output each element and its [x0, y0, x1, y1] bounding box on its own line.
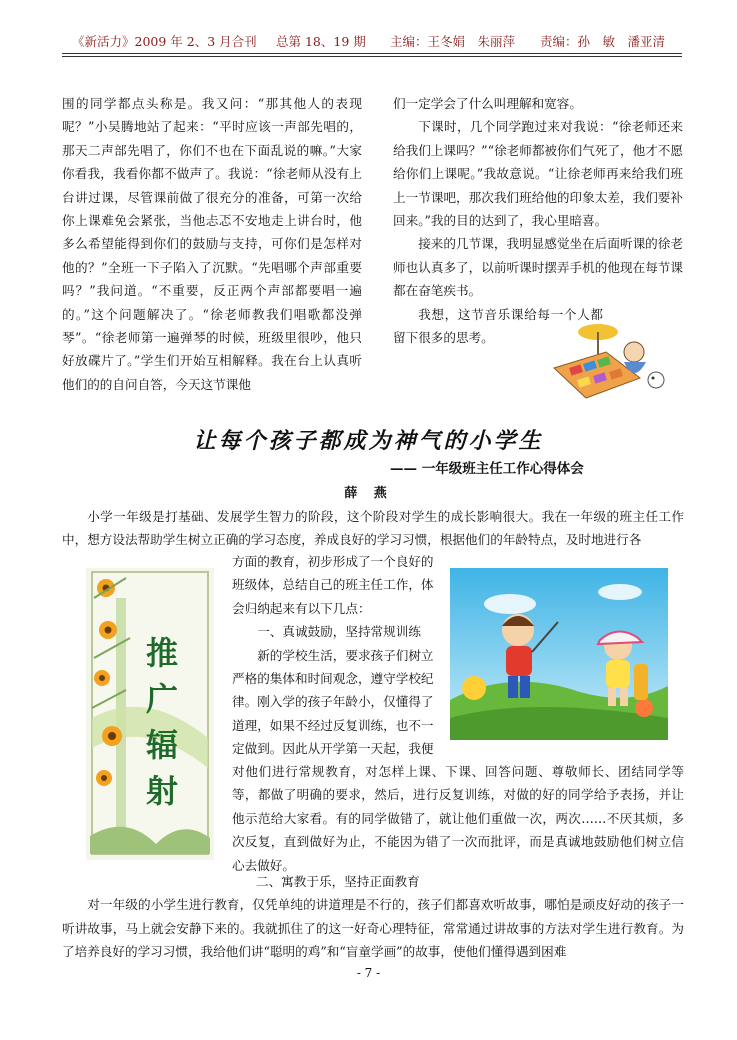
issue-number: 总第 18、19 期	[276, 34, 366, 49]
mid-line: 方面的教育，初步形成了一个良好的	[232, 554, 434, 569]
mid-line: 班级体，总结自己的班主任工作，体	[232, 577, 434, 593]
section2	[62, 870, 684, 964]
duty-editors: 责编：孙 敏 潘亚清	[540, 34, 666, 49]
section1-line: 律。刚入学的孩子年龄小，仅懂得了	[232, 694, 434, 710]
right-paragraph: 接来的几节课，我明显感觉坐在后面听课的徐老师也认真多了，以前听课时摆弄手机的他现在每节课都在奋笔疾书。	[393, 236, 683, 299]
section1-line: 道理，如果不经过反复训练，也不一	[232, 717, 434, 733]
section1-line: 定做到。因此从开学第一天起，我便	[232, 741, 434, 757]
intro-paragraph: 小学一年级是打基础、发展学生智力的阶段，这个阶段对学生的成长影响很大。我在一年级的班主任工作中，想方设法帮助学生树立正确的学习态度，养成良好的学习习惯，根据他们的年龄特点，及时地进行各	[62, 509, 684, 548]
clipart-image	[550, 322, 668, 402]
section1-heading: 一、真诚鼓励，坚持常规训练	[257, 624, 421, 640]
chief-editors: 主编：王冬娟 朱丽萍	[390, 34, 516, 49]
left-paragraph: 围的同学都点头称是。我又问：“那其他人的表现呢？”小吴腾地站了起来：“平时应该一声部先唱的，那天二声部先唱了，你们不也在下面乱说的嘛。”大家你看我，我看你都不做声了。我说：“徐老师从没有上台讲过课，尽管课前做了很充分的准备，可第一次给你上课难免会紧张，当他忐忑不安地走上讲台时，他多么希望能得到你们的鼓励与支持，可你们是怎样对他的？”全班一下子陷入了沉默。“先唱哪个声部重要吗？”我问道。“不重要，反正两个声部都要唱一遍的。”这个问题解决了。“徐老师教我们唱歌都没弹琴”。“徐老师第一遍弹琴的时候，班级里很吵，他只好放碟片了。”学生们开始互相解释。我在台上认真听他们的的自问自答，今天这节课他	[62, 96, 362, 392]
article-title: 让每个孩子都成为神气的小学生	[193, 428, 544, 454]
header-rule-thin	[62, 56, 682, 57]
right-column	[393, 92, 683, 349]
section1-paragraph: 对他们进行常规教育，对怎样上课、下课、回答问题、尊敬师长、团结同学等等，都做了明确的要求，然后，进行反复训练，对做的好的同学给予表扬，并让他示范给大家看。有的同学做错了，就让他们重做一次，两次……不厌其烦，多次反复，直到做好为止，不能因为错了一次而批评，而是真诚地鼓励他们树立信心去做好。	[232, 764, 684, 873]
header-rule	[62, 53, 682, 54]
article-subtitle: —— 一年级班主任工作心得体会	[390, 461, 584, 477]
right-paragraph: 下课时，几个同学跑过来对我说：“徐老师还来给我们上课吗？”“徐老师都被你们气死了，他才不愿给你们上课呢。”我故意说。“让徐老师再来给我们班上一节课吧，那次我们班给他的印象太差，我们要补回来。”我的目的达到了，我心里暗喜。	[393, 119, 683, 229]
right-paragraph: 们一定学会了什么叫理解和宽容。	[393, 96, 582, 111]
page-number: - 7 -	[356, 966, 381, 980]
left-column	[62, 92, 362, 396]
article-intro	[62, 505, 684, 552]
section2-heading: 二、寓教于乐，坚持正面教育	[256, 874, 420, 889]
mid-line: 会归纳起来有以下几点：	[232, 600, 371, 616]
section1-line: 新的学校生活，要求孩子们树立	[257, 647, 434, 663]
section1-continued	[232, 760, 684, 877]
children-illustration	[450, 568, 668, 740]
journal-name: 《新活力》2009 年 2、3 月合刊	[72, 34, 257, 49]
article-mid-text	[232, 550, 444, 761]
banner-image	[86, 568, 214, 860]
article-author: 薛 燕	[344, 486, 393, 501]
section2-paragraph: 对一年级的小学生进行教育，仅凭单纯的讲道理是不行的，孩子们都喜欢听故事，哪怕是顽皮好动的孩子一听讲故事，马上就会安静下来的。我就抓住了的这一好奇心理特征，常常通过讲故事的方法对学生进行教育。为了培养良好的学习习惯，我给他们讲“聪明的鸡”和“盲童学画”的故事，使他们懂得遇到困难	[62, 897, 684, 960]
banner-text: 推广辐射	[145, 634, 178, 810]
right-paragraph: 我想，这节音乐课给每一个人都留下很多的思考。	[393, 306, 603, 346]
section1-line: 严格的集体和时间观念，遵守学校纪	[232, 671, 434, 687]
page-header	[62, 30, 682, 52]
